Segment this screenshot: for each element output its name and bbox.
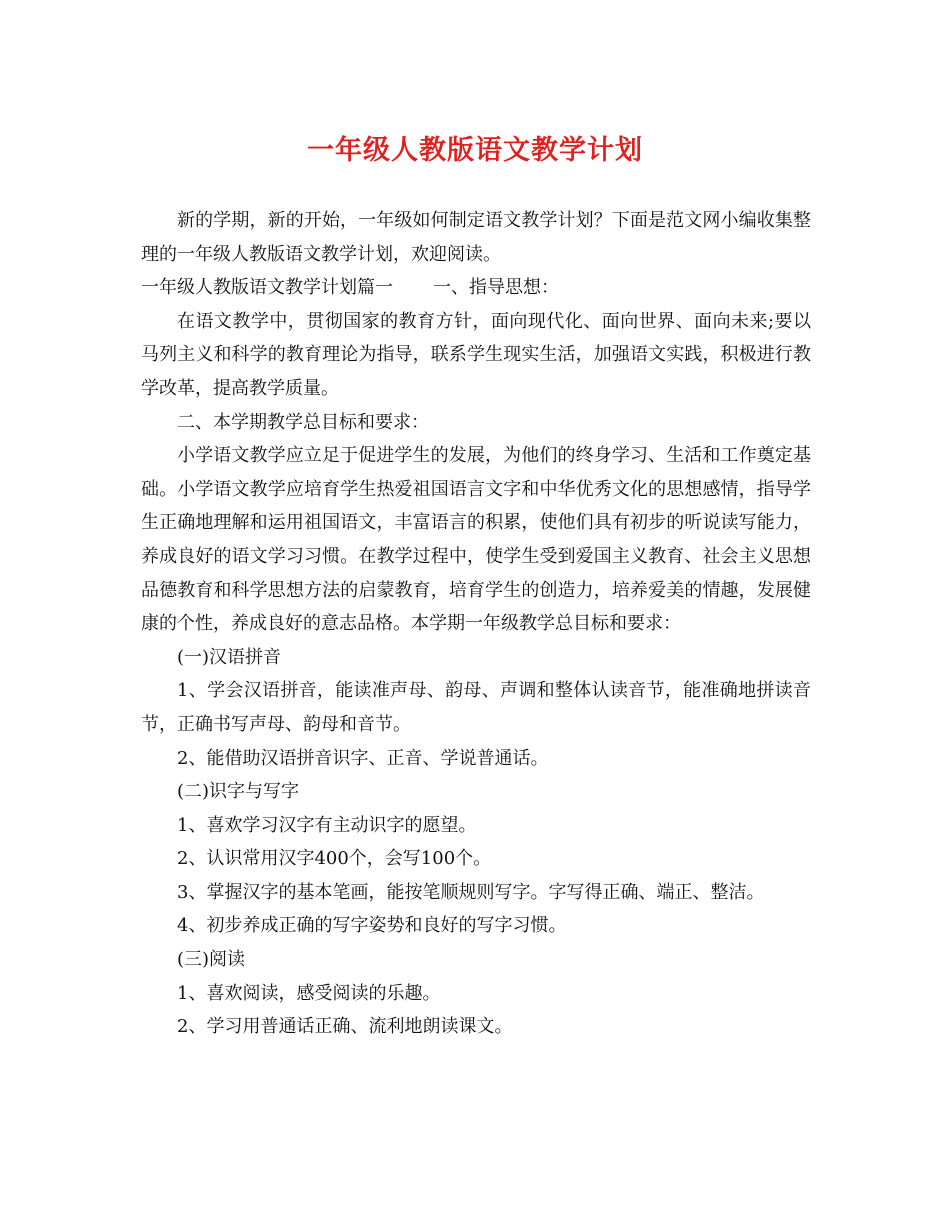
guiding-heading: 一、指导思想： xyxy=(433,277,559,299)
document-title: 一年级人教版语文教学计划 xyxy=(307,135,643,166)
literacy-heading: (二)识字与写字 xyxy=(177,781,300,803)
guiding-paragraph: 在语文教学中，贯彻国家的教育方针，面向现代化、面向世界、面向未来;要以马列主义和科学的教育理论为指导，联系学生现实生活，加强语文实践，积极进行教学改革，提高教学质量。 xyxy=(141,310,811,399)
pinyin-heading: (一)汉语拼音 xyxy=(177,646,282,668)
goals-heading: 二、本学期教学总目标和要求： xyxy=(177,411,429,433)
reading-heading: (三)阅读 xyxy=(177,949,246,971)
pinyin-item: 1、学会汉语拼音，能读准声母、韵母、声调和整体认读音节，能准确地拼读音节，正确书写声母、韵母和音节。 xyxy=(141,680,811,735)
reading-item: 1、喜欢阅读，感受阅读的乐趣。 xyxy=(177,982,441,1004)
section-title: 一年级人教版语文教学计划篇一 xyxy=(141,277,393,299)
reading-item: 2、学习用普通话正确、流利地朗读课文。 xyxy=(177,1016,513,1038)
goals-paragraph: 小学语文教学应立足于促进学生的发展，为他们的终身学习、生活和工作奠定基础。小学语文教学应培育学生热爱祖国语言文字和中华优秀文化的思想感情，指导学生正确地理解和运用祖国语文，丰富语言的积累，使他们具有初步的听说读写能力，养成良好的语文学习习惯。在教学过程中，使学生受到爱国主义教育、社会主义思想品德教育和科学思想方法的启蒙教育，培育学生的创造力，培养爱美的情趣，发展健康的个性，养成良好的意志品格。本学期一年级教学总目标和要求： xyxy=(141,445,811,635)
pinyin-item: 2、能借助汉语拼音识字、正音、学说普通话。 xyxy=(177,747,549,769)
document-body xyxy=(141,204,811,1044)
literacy-item: 2、认识常用汉字400个，会写100个。 xyxy=(177,848,492,870)
section-line xyxy=(141,271,811,305)
literacy-item: 1、喜欢学习汉字有主动识字的愿望。 xyxy=(177,814,477,836)
literacy-item: 3、掌握汉字的基本笔画，能按笔顺规则写字。字写得正确、端正、整洁。 xyxy=(177,881,765,903)
intro-paragraph: 新的学期，新的开始，一年级如何制定语文教学计划？下面是范文网小编收集整理的一年级人教版语文教学计划，欢迎阅读。 xyxy=(141,210,811,265)
literacy-item: 4、初步养成正确的写字姿势和良好的写字习惯。 xyxy=(177,915,567,937)
